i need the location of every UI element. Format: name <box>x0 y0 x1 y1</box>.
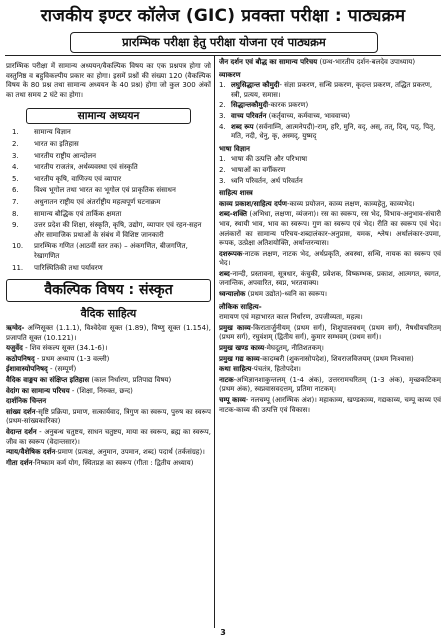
item-title: वेदांग का सामान्य परिचय <box>6 386 70 395</box>
list-item <box>219 313 441 323</box>
list-item <box>219 101 441 111</box>
item-number: 10. <box>12 242 24 251</box>
item-text: अग्निसूक्त (1.1.1), विश्वेदेवा सूक्त (1.89), विष्णु सूक्त (1.154), प्रजापति सूक्त (10.121)। <box>6 324 211 342</box>
item-title: यजुर्वेद <box>6 344 23 353</box>
jain-bauddha-text: (ग्रन्थ-भारतीय दर्शन-बलदेव उपाध्याय) <box>317 58 416 66</box>
optional-subject-heading: वैकल्पिक विषय : संस्कृत <box>6 279 211 302</box>
list-item <box>6 128 211 138</box>
jain-bauddha-item <box>219 58 441 68</box>
list-item <box>6 344 211 354</box>
item-title: सिद्धान्तकौमुदी <box>231 101 269 110</box>
list-item <box>219 344 441 354</box>
item-number: 9. <box>12 221 19 230</box>
page-number: 3 <box>220 628 226 637</box>
item-title: शब्द रूप <box>231 122 254 131</box>
item-text: - नलचम्पू (आरम्भिक अंश)। महाकाव्य, खण्डकाव्य, गद्यकाव्य, चम्पू काव्य एवं नाटक-काव्य की उत्पत्ति एवं विकास। <box>219 396 441 414</box>
list-item <box>219 355 441 365</box>
section-subtitle: प्रारम्भिक परीक्षा हेतु परीक्षा योजना एवं पाठ्यक्रम <box>70 32 378 53</box>
laukik-heading: लौकिक साहित्य- <box>219 302 262 311</box>
general-studies-heading: सामान्य अध्ययन <box>26 108 191 124</box>
item-number: 3. <box>219 111 226 120</box>
item-title: ईशावास्योपनिषद् <box>6 365 48 374</box>
list-item <box>6 140 211 150</box>
item-text: भारतीय राष्ट्रीय आन्दोलन <box>34 151 97 160</box>
list-item <box>6 186 211 196</box>
item-text: (कर्तृवाच्य, कर्मवाच्य, भाववाच्य) <box>266 111 351 120</box>
item-text: - (सम्पूर्ण) <box>47 365 77 374</box>
list-item <box>6 355 211 365</box>
list-item <box>6 448 211 458</box>
item-title: प्रमुख खण्ड काव्य <box>219 344 265 353</box>
horizontal-rule <box>5 55 441 56</box>
item-text: - संज्ञा प्रकरण, सन्धि प्रकरण, कृदन्त प्रकरण, तद्धित प्रकरण, स्त्री, प्रत्यय, समास। <box>231 81 433 99</box>
item-title: ध्वन्यालोक <box>219 290 246 299</box>
item-title: गीता दर्शन <box>6 458 33 467</box>
item-title: शब्द <box>219 269 230 278</box>
list-item <box>6 210 211 220</box>
item-text: पारिस्थितिकी तथा पर्यावरण <box>34 263 103 272</box>
item-text: - प्रथम अध्याय (1-3 वल्ली) <box>34 354 110 363</box>
item-number: 6. <box>12 186 19 195</box>
list-item <box>219 81 441 100</box>
item-text: -सृष्टि प्रक्रिया, प्रमाण, सत्कार्यवाद, त्रिगुण का स्वरूप, पुरुष का स्वरूप (प्रथम-सांख्यकारिका) <box>6 407 211 426</box>
bhasha-heading: भाषा विज्ञान <box>219 144 250 153</box>
list-item <box>219 210 441 248</box>
item-text: सामान्य विज्ञान <box>34 128 71 137</box>
item-text: सामान्य बौद्धिक एवं तार्किक क्षमता <box>34 209 122 218</box>
item-text: (काल निर्धारण, प्रतिपाद्य विषय) <box>89 376 172 385</box>
list-item <box>219 155 441 165</box>
item-text: - शिव संकल्प सूक्त (34.1-6)। <box>22 344 108 353</box>
item-title: प्रमुख गद्य काव्य <box>219 354 260 363</box>
left-column <box>6 57 211 629</box>
list-item <box>6 221 211 240</box>
item-number: 8. <box>12 209 19 218</box>
list-item <box>6 387 211 397</box>
item-title: नाटक <box>219 375 234 384</box>
item-number: 11. <box>12 263 24 272</box>
vedic-literature-heading: वैदिक साहित्य <box>80 307 137 321</box>
right-column <box>219 57 441 629</box>
item-number: 2. <box>219 101 226 110</box>
general-studies-list <box>6 128 211 273</box>
list-item <box>6 376 211 386</box>
list-item <box>219 290 441 300</box>
item-text: -नान्दी, प्रस्तावना, सूत्रधार, कंचुकी, प्रवेशक, विष्कम्भक, प्रकाश, आत्मगत, स्वगत, जनान्तिक, अपवारित, स्वप्न, भरतवाक्य। <box>219 269 441 288</box>
item-text: -अभिज्ञानशाकुन्तलम् (1-4 अंक), उत्तररामचरितम् (1-3 अंक), मृच्छकटिकम् (प्रथम अंक), स्वप्नवासवदत्तम्, प्रतिमा नाटकम्। <box>219 375 441 394</box>
list-item <box>6 264 211 274</box>
item-title: वैदिक वाङ्मय का संक्षिप्त इतिहास <box>6 376 90 385</box>
item-text: विश्व भूगोल तथा भारत का भूगोल एवं प्राकृतिक संसाधन <box>34 186 176 195</box>
item-text: -निष्काम कर्म योग, स्थितप्रज्ञ का स्वरूप (गीता : द्वितीय अध्याय) <box>32 458 194 467</box>
item-title: दार्शनिक चिन्तन <box>6 397 47 406</box>
list-item <box>219 365 441 375</box>
item-text: -काव्य प्रयोजन, काव्य लक्षण, काव्यहेतु, काव्यभेद। <box>286 199 415 208</box>
item-number: 2. <box>219 165 226 174</box>
item-text: भारतीय राजतंत्र, अर्थव्यवस्था एवं संस्कृति <box>34 163 138 172</box>
item-title: वाच्य परिवर्तन <box>231 111 267 120</box>
list-item <box>219 123 441 142</box>
item-text: भाषाओं का वर्गीकरण <box>231 165 286 174</box>
column-divider <box>214 55 215 628</box>
item-title: चम्पू काव्य <box>219 396 246 404</box>
item-title: प्रमुख काव्य <box>219 323 251 332</box>
list-item <box>219 324 441 343</box>
list-item <box>6 397 211 407</box>
item-text: (अभिधा, लक्षणा, व्यंजना)। रस का स्वरूप, रस भेद, विभाव-अनुभाव-संचारी भाव, स्थायी भाव, भाव का स्वरूप। गुण का स्वरूप एवं भेद। रीति का स्वरूप एवं भेद। अलंकारों का सामान्य परिचय-शब्दालंकार-अनुप्रास, यमक, श्लेष। अर्थालंकार-उपमा, रूपक, उत्प्रेक्षा अतिशयोक्ति, अर्थान्तरन्यास। <box>219 210 441 248</box>
item-number: 3. <box>219 176 226 185</box>
item-text: -प्रमाण (प्रत्यक्ष, अनुमान, उपमान, शब्द) पदार्थ (तर्कसंग्रह)। <box>55 448 205 457</box>
item-text: - अनुबन्ध चतुष्टय, साधन चतुष्टय, माया का स्वरूप, ब्रह्म का स्वरूप, जीव का स्वरूप (वेदान्तसार)। <box>6 428 211 446</box>
sahitya-list <box>219 200 441 300</box>
sahitya-shastra-heading: साहित्य शास्त्र <box>219 189 253 198</box>
item-text: भारतीय कृषि, वाणिज्य एवं व्यापार <box>34 174 122 183</box>
item-text: -कादम्बरी (शुकनासोपदेश), शिवराजविजयम् (प्रथम निःश्वास) <box>259 354 414 363</box>
item-text: (सर्वनाम्नि, आत्मनेपदी)-राम्, हरि, मुनि, वद्, अस्, तत्, दिव्, पठ्, पितृ, मति, नदी, धेनु, कृ, अस्मद्, युष्मद् <box>231 122 436 141</box>
item-text: -कारक प्रकरण) <box>268 101 309 110</box>
page-title: राजकीय इण्टर कॉलेज (GIC) प्रवक्ता परीक्षा : पाठ्यक्रम <box>40 6 406 26</box>
item-title: ऋग्वेद- <box>6 324 25 333</box>
list-item <box>219 200 441 210</box>
item-title: लघुसिद्धान्त कौमुदी <box>231 81 280 90</box>
item-title: दशरूपक <box>219 249 243 258</box>
list-item <box>6 163 211 173</box>
list-item <box>219 376 441 395</box>
list-item <box>6 428 211 447</box>
item-number: 7. <box>12 197 19 206</box>
item-title: सांख्य दर्शन <box>6 407 36 416</box>
item-number: 1. <box>12 128 19 137</box>
vyakaran-heading: व्याकरण <box>219 70 241 79</box>
item-title: कथा साहित्य <box>219 365 252 374</box>
item-number: 1. <box>219 155 226 164</box>
item-number: 2. <box>12 139 19 148</box>
item-number: 3. <box>12 151 19 160</box>
list-item <box>6 152 211 162</box>
item-text: प्रारम्भिक गणित (आठवीं स्तर तक) – अंकगणित, बीजगणित, रेखागणित <box>34 242 188 260</box>
list-item <box>219 166 441 176</box>
item-title: काव्य प्रकाश/साहित्य दर्पण <box>219 199 287 208</box>
item-text: रामायण एवं महाभारत काल निर्धारण, उपजीव्यता, महत्व। <box>219 313 363 322</box>
item-text: भारत का इतिहास <box>34 139 79 148</box>
list-item <box>6 175 211 185</box>
list-item <box>219 396 441 415</box>
item-number: 4. <box>219 122 226 131</box>
intro-paragraph: प्रारम्भिक परीक्षा में सामान्य अध्ययन/वैकल्पिक विषय का एक प्रश्नपत्र होगा जो वस्तुनिष्ठ व बहुविकल्पीय प्रकार का होगा। इसमें प्रश्नों की संख्या 120 (वैकल्पिक विषय के 80 प्रश्न तथा सामान्य अध्ययन के 40 प्रश्न) होगा जो कुल 300 अंकों का तथा समय 2 घंटे का होगा। <box>6 62 211 99</box>
list-item <box>6 365 211 375</box>
item-title: वेदान्त दर्शन <box>6 428 37 437</box>
item-text: -किरातार्जुनीयम् (प्रथम सर्ग), शिशुपालवधम् (प्रथम सर्ग), नैषधीयचरितम् (प्रथम सर्ग), रघुवंशम् (द्वितीय सर्ग), कुमार सम्भवम् (प्रथम सर्ग)। <box>219 323 441 342</box>
item-text: -मेघदूतम्, नीतिशतकम्। <box>264 344 324 353</box>
list-item <box>219 177 441 187</box>
jain-bauddha-title: जैन दर्शन एवं बौद्ध का सामान्य परिचय <box>219 58 318 66</box>
item-text: भाषा की उत्पत्ति और परिभाषा <box>231 155 308 164</box>
laukik-list <box>219 313 441 415</box>
list-item <box>219 270 441 289</box>
item-text: उत्तर प्रदेश की शिक्षा, संस्कृति, कृषि, उद्योग, व्यापार एवं रहन-सहन और सामाजिक प्रथाओं के संबंध में विशिष्ट जानकारी <box>34 221 202 239</box>
vyakaran-list <box>219 81 441 142</box>
item-text: ध्वनि परिवर्तन, अर्थ परिवर्तन <box>231 176 303 185</box>
list-item <box>6 324 211 343</box>
item-text: -पंचतंत्र, हितोपदेश। <box>251 365 301 374</box>
item-title: न्याय/वैशेषिक दर्शन <box>6 448 56 457</box>
item-number: 4. <box>12 163 19 172</box>
item-number: 1. <box>219 81 226 90</box>
item-text: अधुनातन राष्ट्रीय एवं अंतर्राष्ट्रीय महत्वपूर्ण घटनाक्रम <box>34 197 161 206</box>
bhasha-list <box>219 155 441 186</box>
list-item <box>219 250 441 269</box>
item-title: शब्द-शक्ति <box>219 210 248 219</box>
list-item <box>6 459 211 469</box>
item-text: (प्रथम उद्योत)-ध्वनि का स्वरूप। <box>245 290 328 299</box>
item-title: कठोपनिषद् <box>6 354 35 363</box>
item-text: -नाटक लक्षण, नाटक भेद, अर्थप्रकृति, अवस्था, सन्धि, नायक का स्वरूप एवं भेद। <box>219 249 441 268</box>
list-item <box>6 242 211 261</box>
list-item <box>6 408 211 427</box>
list-item <box>219 112 441 122</box>
vedic-list <box>6 324 211 468</box>
item-number: 5. <box>12 174 19 183</box>
list-item <box>6 198 211 208</box>
item-text: - (शिक्षा, निरुक्त, छन्द) <box>69 386 133 395</box>
